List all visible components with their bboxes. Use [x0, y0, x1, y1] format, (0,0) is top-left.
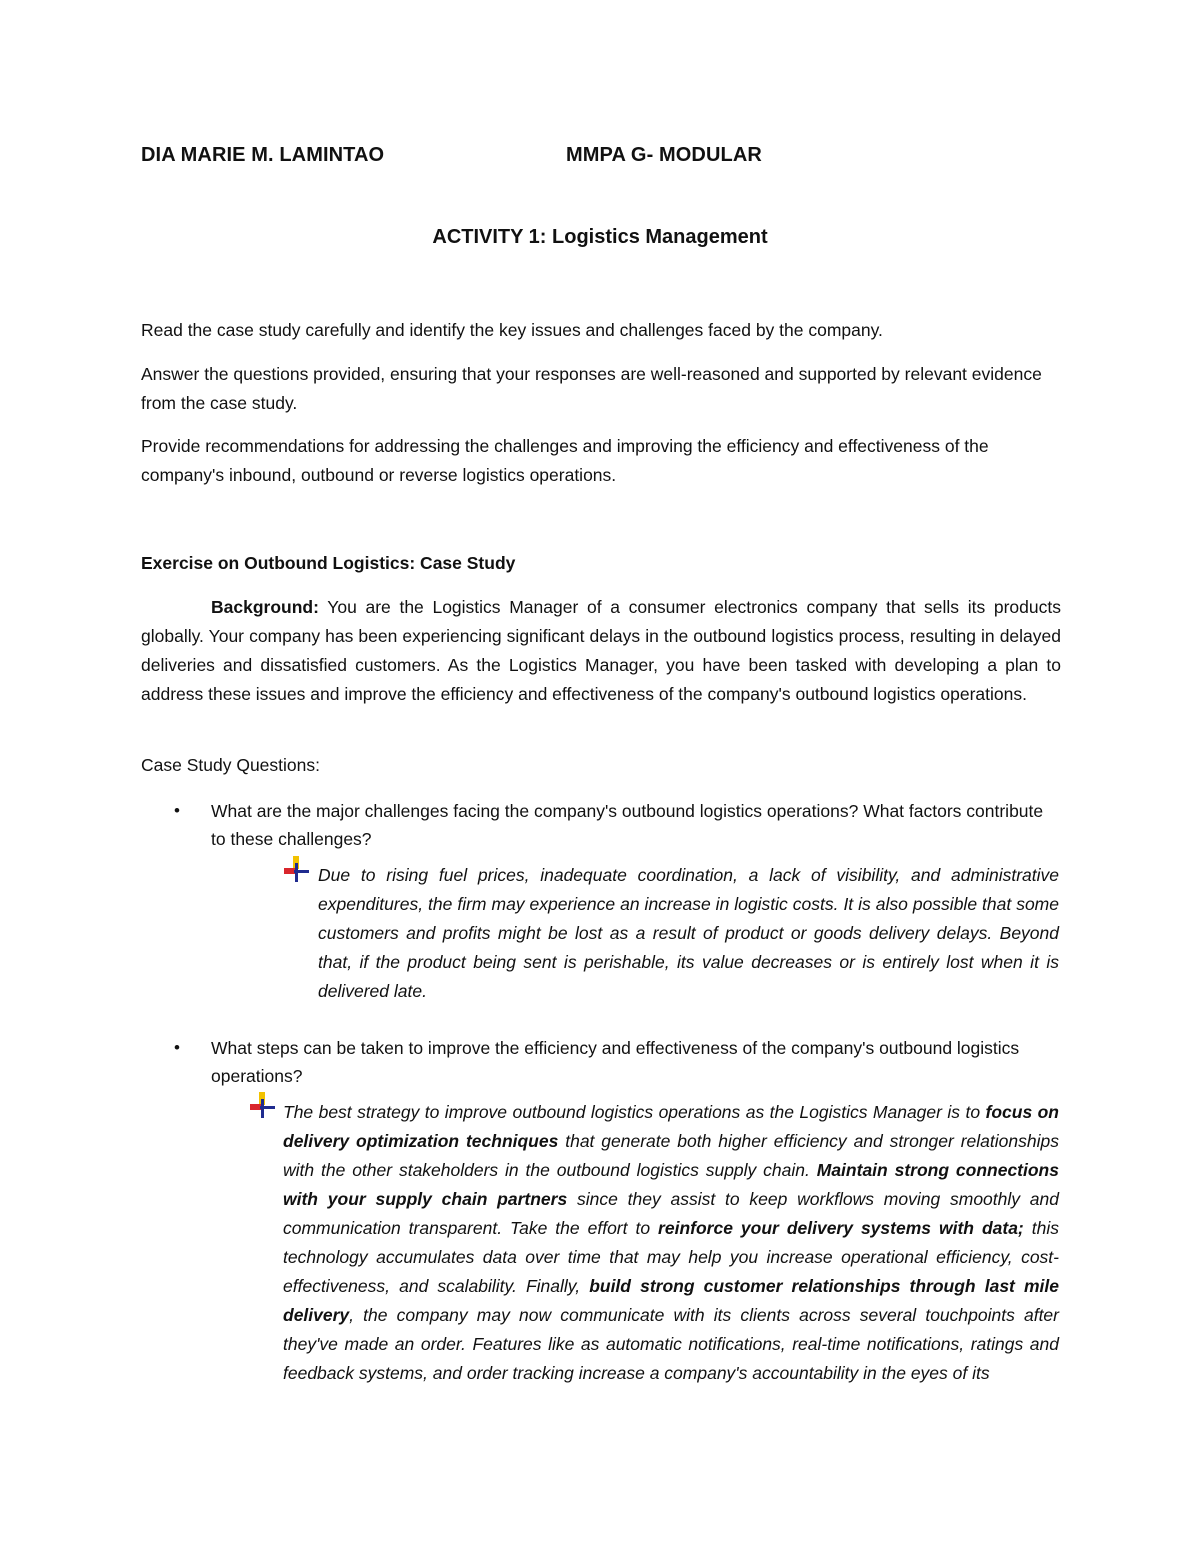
background-label: Background:	[211, 597, 319, 617]
answer-2-part-4: this technology accumulates data over time that may help you increase operational efficiency, cost-effectiveness, and scalability. Finally,	[283, 1218, 1059, 1296]
answer-2-part-5: , the company may now communicate with its clients across several touchpoints after they've made an order. Features like as automatic notifications, real-time notifications, ratings and feedback systems, and order tracking increase a company's accountability in the eyes of its	[283, 1305, 1059, 1383]
answer-2-part-1: The best strategy to improve outbound logistics operations as the Logistics Manager is to	[283, 1102, 986, 1122]
exercise-title: Exercise on Outbound Logistics: Case Study	[141, 553, 516, 573]
bullet-icon: •	[174, 1038, 180, 1057]
instruction-1: Read the case study carefully and identify the key issues and challenges faced by the company.	[141, 320, 883, 340]
arrow-bullet-icon	[248, 1090, 278, 1120]
background-text: You are the Logistics Manager of a consumer electronics company that sells its products globally. Your company has been experiencing significant delays in the outbound logistics process, resulting in delayed deliveries and dissatisfied customers. As the Logistics Manager, you have been tasked with developing a plan to address these issues and improve the efficiency and effectiveness of the company's outbound logistics operations.	[141, 597, 1061, 704]
author-name: DIA MARIE M. LAMINTAO	[141, 144, 385, 166]
activity-title: ACTIVITY 1: Logistics Management	[432, 226, 768, 248]
bullet-icon: •	[174, 801, 180, 820]
answer-2-emphasis-4: build strong customer relationships through last mile delivery	[283, 1276, 1060, 1325]
answer-2-emphasis-3: reinforce your delivery systems with data;	[658, 1218, 1024, 1238]
answer-2-emphasis-2: Maintain strong connections with your supply chain partners	[283, 1160, 1059, 1209]
course-label: MMPA G- MODULAR	[566, 144, 762, 166]
background-paragraph	[141, 593, 1061, 709]
instruction-3: Provide recommendations for addressing the challenges and improving the efficiency and effectiveness of the company's inbound, outbound or reverse logistics operations.	[141, 436, 989, 485]
question-2: What steps can be taken to improve the efficiency and effectiveness of the company's outbound logistics operations?	[211, 1038, 1020, 1086]
instruction-2: Answer the questions provided, ensuring that your responses are well-reasoned and supported by relevant evidence from the case study.	[141, 364, 1042, 413]
arrow-bullet-icon	[282, 854, 312, 884]
answer-2-part-2: that generate both higher efficiency and stronger relationships with the other stakeholders in the outbound logistics supply chain.	[283, 1131, 1059, 1180]
answer-2	[283, 1098, 1059, 1388]
questions-label: Case Study Questions:	[141, 755, 320, 775]
answer-2-emphasis-1: focus on delivery optimization techniques	[283, 1102, 1059, 1151]
answer-2-part-3: since they assist to keep workflows moving smoothly and communication transparent. Take the effort to	[283, 1189, 1060, 1238]
question-1: What are the major challenges facing the company's outbound logistics operations? What factors contribute to these challenges?	[211, 801, 1044, 849]
answer-1: Due to rising fuel prices, inadequate coordination, a lack of visibility, and administrative expenditures, the firm may experience an increase in logistic costs. It is also possible that some customers and profits might be lost as a result of product or goods delivery delays. Beyond that, if the product being sent is perishable, its value decreases or is entirely lost when it is delivered late.	[318, 865, 1059, 1001]
